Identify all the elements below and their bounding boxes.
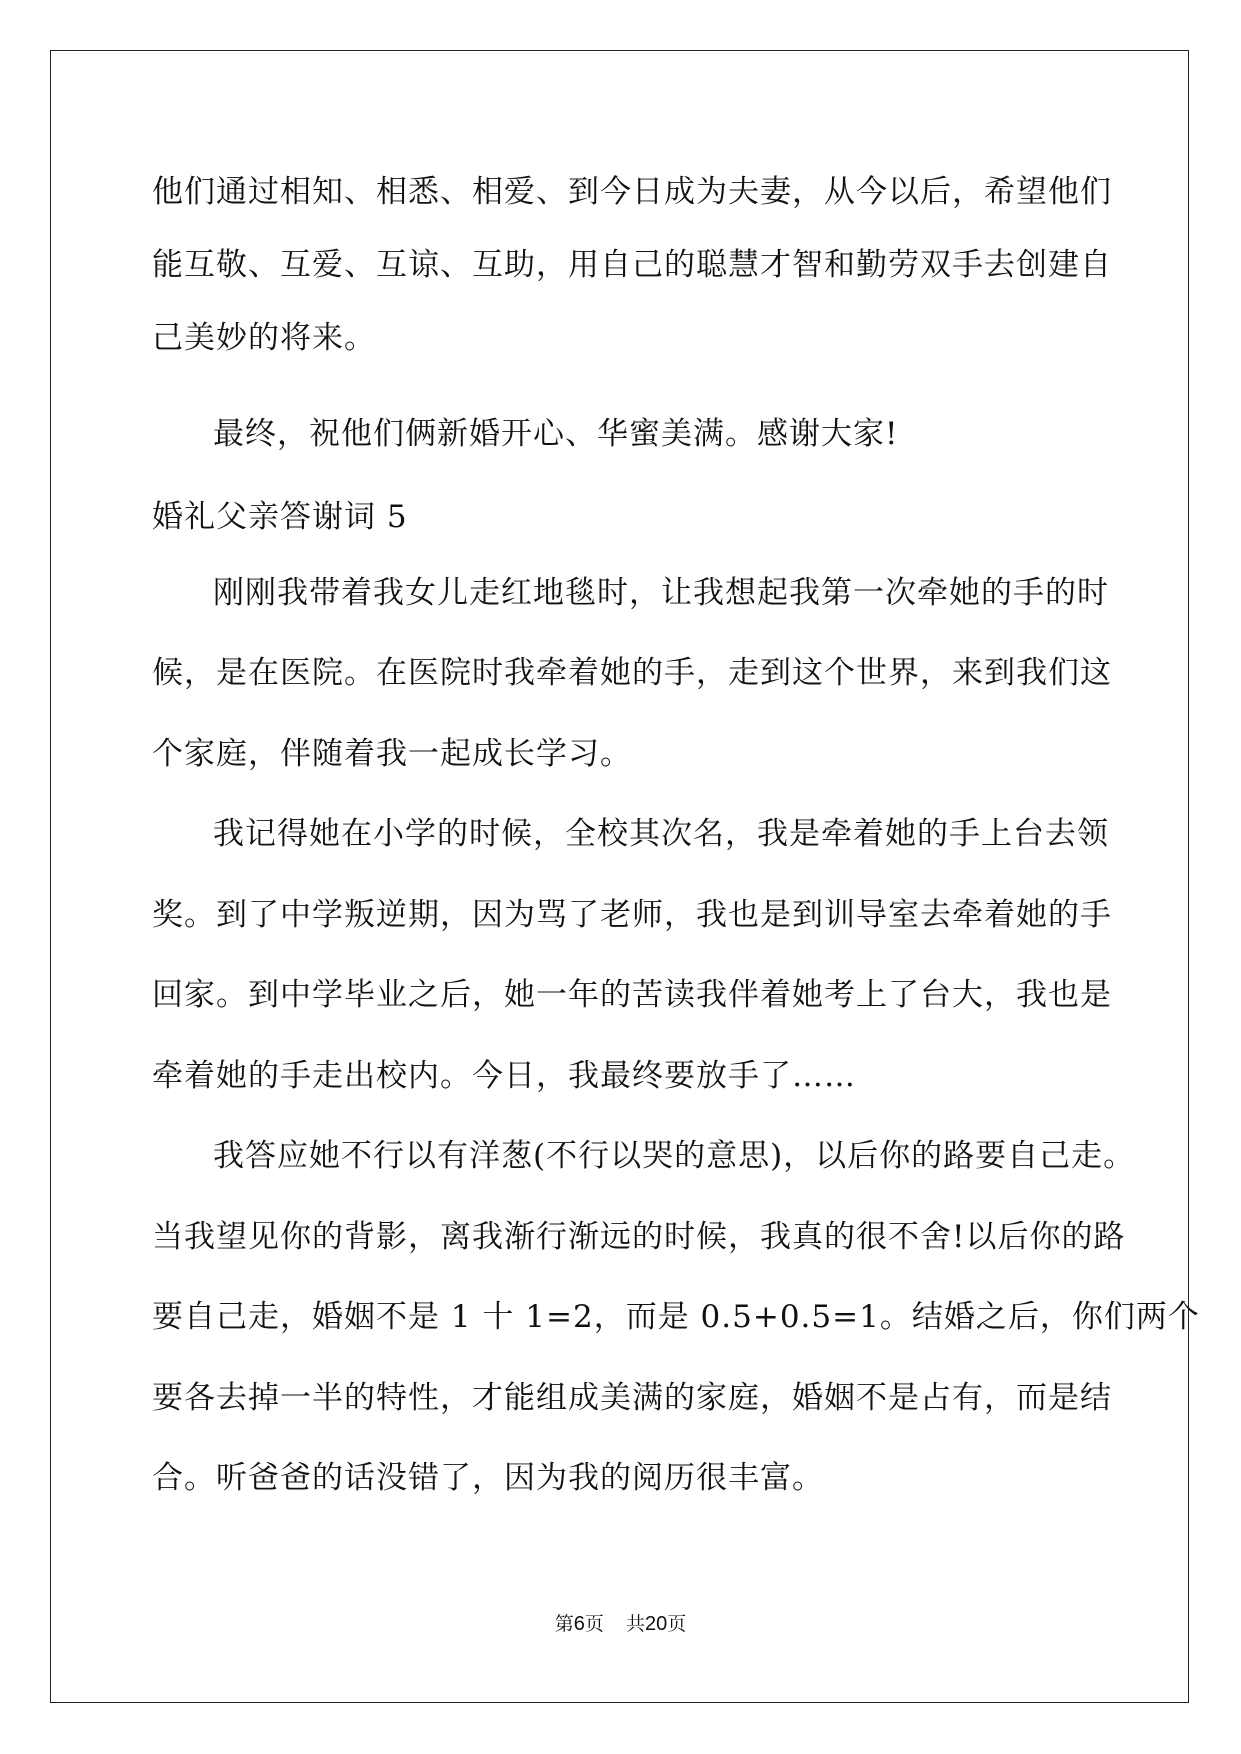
paragraph-line: 候，是在医院。在医院时我牵着她的手，走到这个世界，来到我们这 bbox=[152, 655, 1112, 691]
paragraph-line: 己美妙的将来。 bbox=[152, 320, 376, 356]
total-pages: 20 bbox=[644, 1613, 668, 1635]
paragraph-line: 牵着她的手走出校内。今日，我最终要放手了…… bbox=[152, 1058, 856, 1094]
paragraph-line: 当我望见你的背影，离我渐行渐远的时候，我真的很不舍!以后你的路 bbox=[152, 1219, 1126, 1255]
paragraph-line: 回家。到中学毕业之后，她一年的苦读我伴着她考上了台大，我也是 bbox=[152, 977, 1112, 1013]
paragraph-line: 我答应她不行以有洋葱(不行以哭的意思)，以后你的路要自己走。 bbox=[213, 1138, 1136, 1174]
section-heading: 婚礼父亲答谢词 5 bbox=[152, 499, 408, 535]
paragraph-line: 合。听爸爸的话没错了，因为我的阅历很丰富。 bbox=[152, 1460, 824, 1496]
paragraph-line: 他们通过相知、相悉、相爱、到今日成为夫妻，从今以后，希望他们 bbox=[152, 174, 1112, 210]
page-number: 6 bbox=[573, 1613, 585, 1635]
paragraph-line: 能互敬、互爱、互谅、互助，用自己的聪慧才智和勤劳双手去创建自 bbox=[152, 247, 1112, 283]
paragraph-line: 要各去掉一半的特性，才能组成美满的家庭，婚姻不是占有，而是结 bbox=[152, 1380, 1112, 1416]
paragraph-line: 最终，祝他们俩新婚开心、华蜜美满。感谢大家! bbox=[213, 416, 899, 452]
page-suffix: 页 bbox=[584, 1613, 604, 1635]
page-border bbox=[50, 50, 1189, 1703]
paragraph-line: 奖。到了中学叛逆期，因为骂了老师，我也是到训导室去牵着她的手 bbox=[152, 897, 1112, 933]
paragraph-line: 刚刚我带着我女儿走红地毯时，让我想起我第一次牵她的手的时 bbox=[213, 575, 1109, 611]
total-suffix: 页 bbox=[667, 1613, 687, 1635]
total-prefix: 共 bbox=[625, 1613, 645, 1635]
paragraph-line: 个家庭，伴随着我一起成长学习。 bbox=[152, 736, 632, 772]
paragraph-line: 我记得她在小学的时候，全校其次名，我是牵着她的手上台去领 bbox=[213, 816, 1109, 852]
paragraph-line: 要自己走，婚姻不是 1 十 1=2，而是 0.5+0.5=1。结婚之后，你们两个 bbox=[152, 1299, 1200, 1335]
page-footer bbox=[0, 1612, 1241, 1636]
page-prefix: 第 bbox=[554, 1613, 574, 1635]
